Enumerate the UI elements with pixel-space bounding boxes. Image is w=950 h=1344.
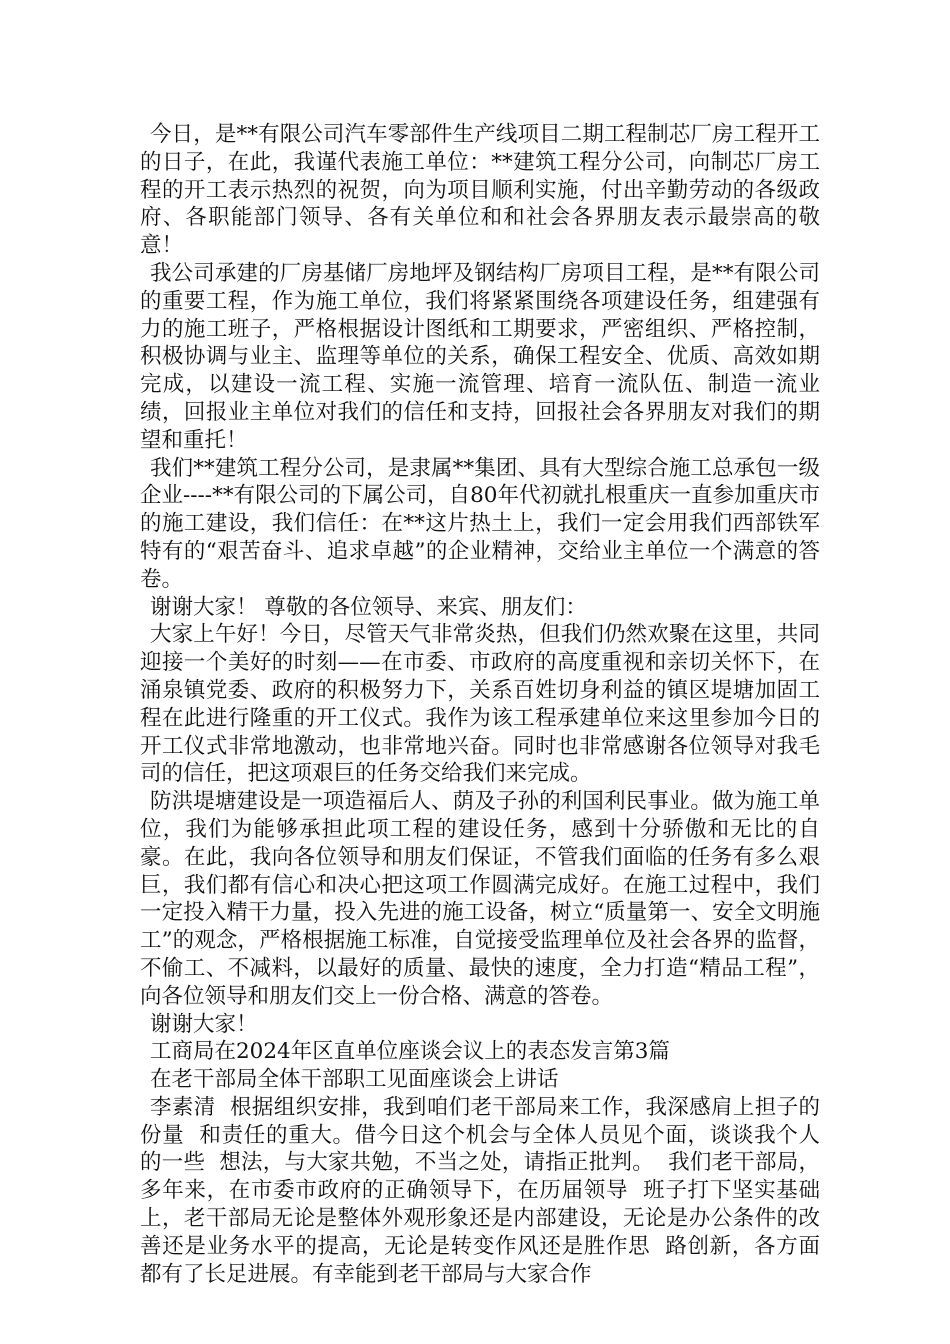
paragraph-company-commitment: 我公司承建的厂房基储厂房地坪及钢结构厂房项目工程，是**有限公司的重要工程，作为施工单位，我们将紧紧围绕各项建设任务，组建强有力的施工班子，严格根据设计图纸和工期要求，严密组织、严格控制，积极协调与业主、监理等单位的关系，确保工程安全、优质、高效如期完成，以建设一流工程、实施一流管理、培育一流队伍、制造一流业绩，回报业主单位对我们的信任和支持，回报社会各界朋友对我们的期望和重托！ xyxy=(140,260,820,453)
speech-title: 在老干部局全体干部职工见面座谈会上讲话 xyxy=(150,1067,559,1093)
paragraph-company-background: 我们**建筑工程分公司，是隶属**集团、具有大型综合施工总承包一级企业----**有限公司的下属公司，自80年代初就扎根重庆一直参加重庆市的施工建设，我们信任：在**这片热土上，我们一定会用我们西部铁军特有的“艰苦奋斗、追求卓越”的企业精神，交给业主单位一个满意的答卷。 xyxy=(140,455,820,592)
paragraph-speech-body: 李素清 根据组织安排，我到咱们老干部局来工作，我深感肩上担子的份量 和责任的重大。借今日这个机会与全体人员见个面，谈谈我个人的一些 想法，与大家共勉，不当之处，请指正批判。 我们老干部局，多年来，在市委市政府的正确领导下，在历届领导 班子打下坚实基础上，老干部局无论是整体外观形象还是内部建设，无论是办公条件的改善还是业务水平的提高，无论是转变作风还是胜作思 路创新，各方面都有了长足进展。有幸能到老干部局与大家合作 xyxy=(140,1094,820,1287)
section-heading: 工商局在2024年区直单位座谈会议上的表态发言第3篇 xyxy=(150,1039,670,1065)
paragraph-flood-control-pledge: 防洪堤塘建设是一项造福后人、荫及子孙的利国利民事业。做为施工单位，我们为能够承担此项工程的建设任务，感到十分骄傲和无比的自豪。在此，我向各位领导和朋友们保证，不管我们面临的任务有多么艰巨，我们都有信心和决心把这项工作圆满完成好。在施工过程中，我们一定投入精干力量，投入先进的施工设备，树立“质量第一、安全文明施工”的观念，严格根据施工标准，自觉接受监理单位及社会各界的监督，不偷工、不减料，以最好的质量、最快的速度，全力打造“精品工程”，向各位领导和朋友们交上一份合格、满意的答卷。 xyxy=(140,789,820,1009)
paragraph-opening-ceremony-greeting: 今日，是**有限公司汽车零部件生产线项目二期工程制芯厂房工程开工的日子，在此，我谨代表施工单位：**建筑工程分公司，向制芯厂房工程的开工表示热烈的祝贺，向为项目顺利实施，付出辛勤劳动的各级政府、各职能部门领导、各有关单位和和社会各界朋友表示最崇高的敬意！ xyxy=(140,122,820,259)
paragraph-thanks-and-salutation: 谢谢大家！ 尊敬的各位领导、来宾、朋友们： xyxy=(150,594,587,620)
paragraph-closing-thanks: 谢谢大家！ xyxy=(150,1011,258,1037)
paragraph-morning-greeting: 大家上午好！今日，尽管天气非常炎热，但我们仍然欢聚在这里，共同迎接一个美好的时刻——在市委、市政府的高度重视和亲切关怀下，在涌泉镇党委、政府的积极努力下，关系百姓切身利益的镇区堤塘加固工程在此进行隆重的开工仪式。我作为该工程承建单位来这里参加今日的开工仪式非常地激动，也非常地兴奋。同时也非常感谢各位领导对我毛司的信任，把这项艰巨的任务交给我们来完成。 xyxy=(140,622,820,787)
document-page xyxy=(140,121,820,1288)
